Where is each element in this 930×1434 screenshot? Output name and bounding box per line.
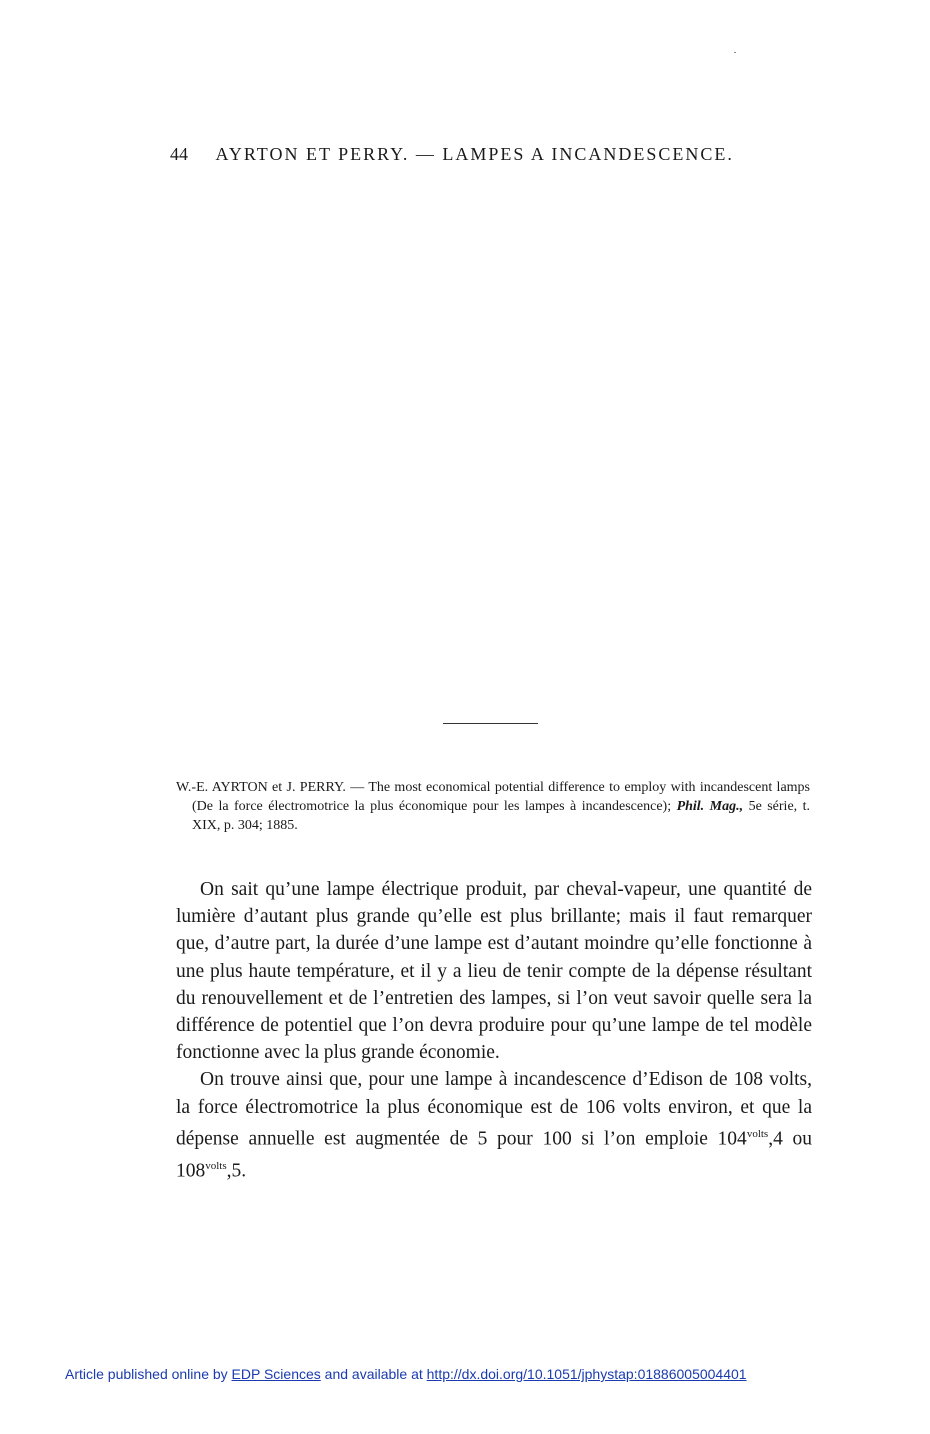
stray-mark (734, 52, 736, 53)
footer-middle: and available at (324, 1366, 423, 1382)
citation-title-en: The most economical potential difference to employ with incandescent lamps (368, 780, 811, 795)
running-header (170, 144, 810, 165)
citation-title-fr: (De la force électromotrice la plus économique pour les lampes à incandescence); (192, 799, 672, 814)
publisher-link[interactable]: EDP Sciences (231, 1366, 321, 1382)
bibliographic-citation (176, 778, 810, 835)
citation-authors: W.-E. AYRTON et J. PERRY. — (176, 780, 365, 795)
citation-journal: Phil. Mag., (676, 799, 744, 814)
body-paragraph-1: On sait qu’une lampe électrique produit, par cheval-vapeur, une quantité de lumière d’autant plus grande qu’elle est plus brillante; mais il faut remarquer que, d’autre part, la durée d’une lampe est d’autant moindre qu’elle fonctionne à une plus haute température, et il y a lieu de tenir compte de la dépense résultant du renouvellement et de l’entretien des lampes, si l’on veut savoir quelle sera la différence de potentiel que l’on devra produire pour qu’une lampe de tel modèle fonctionne avec la plus grande économie. (176, 879, 812, 1064)
footer-prefix: Article published online by (65, 1366, 228, 1382)
doi-link[interactable]: http://dx.doi.org/10.1051/jphystap:01886005004401 (426, 1366, 747, 1382)
running-title: AYRTON ET PERRY. — LAMPES A INCANDESCENCE. (215, 144, 734, 164)
article-body (176, 876, 812, 1184)
publication-footer (65, 1366, 865, 1382)
citation-year: 1885. (266, 818, 298, 833)
page-number: 44 (170, 144, 188, 164)
body-paragraph-2: On trouve ainsi que, pour une lampe à incandescence d’Edison de 108 volts, la force électromotrice la plus économique est de 106 volts environ, et que la dépense annuelle est augmentée de 5 pour 100 si l’on emploie $104^{volts},4$ ou $108^{volts},5$. (176, 1069, 812, 1182)
section-divider (443, 723, 538, 724)
citation-details: 5e série, t. XIX, p. 304; (192, 799, 811, 833)
